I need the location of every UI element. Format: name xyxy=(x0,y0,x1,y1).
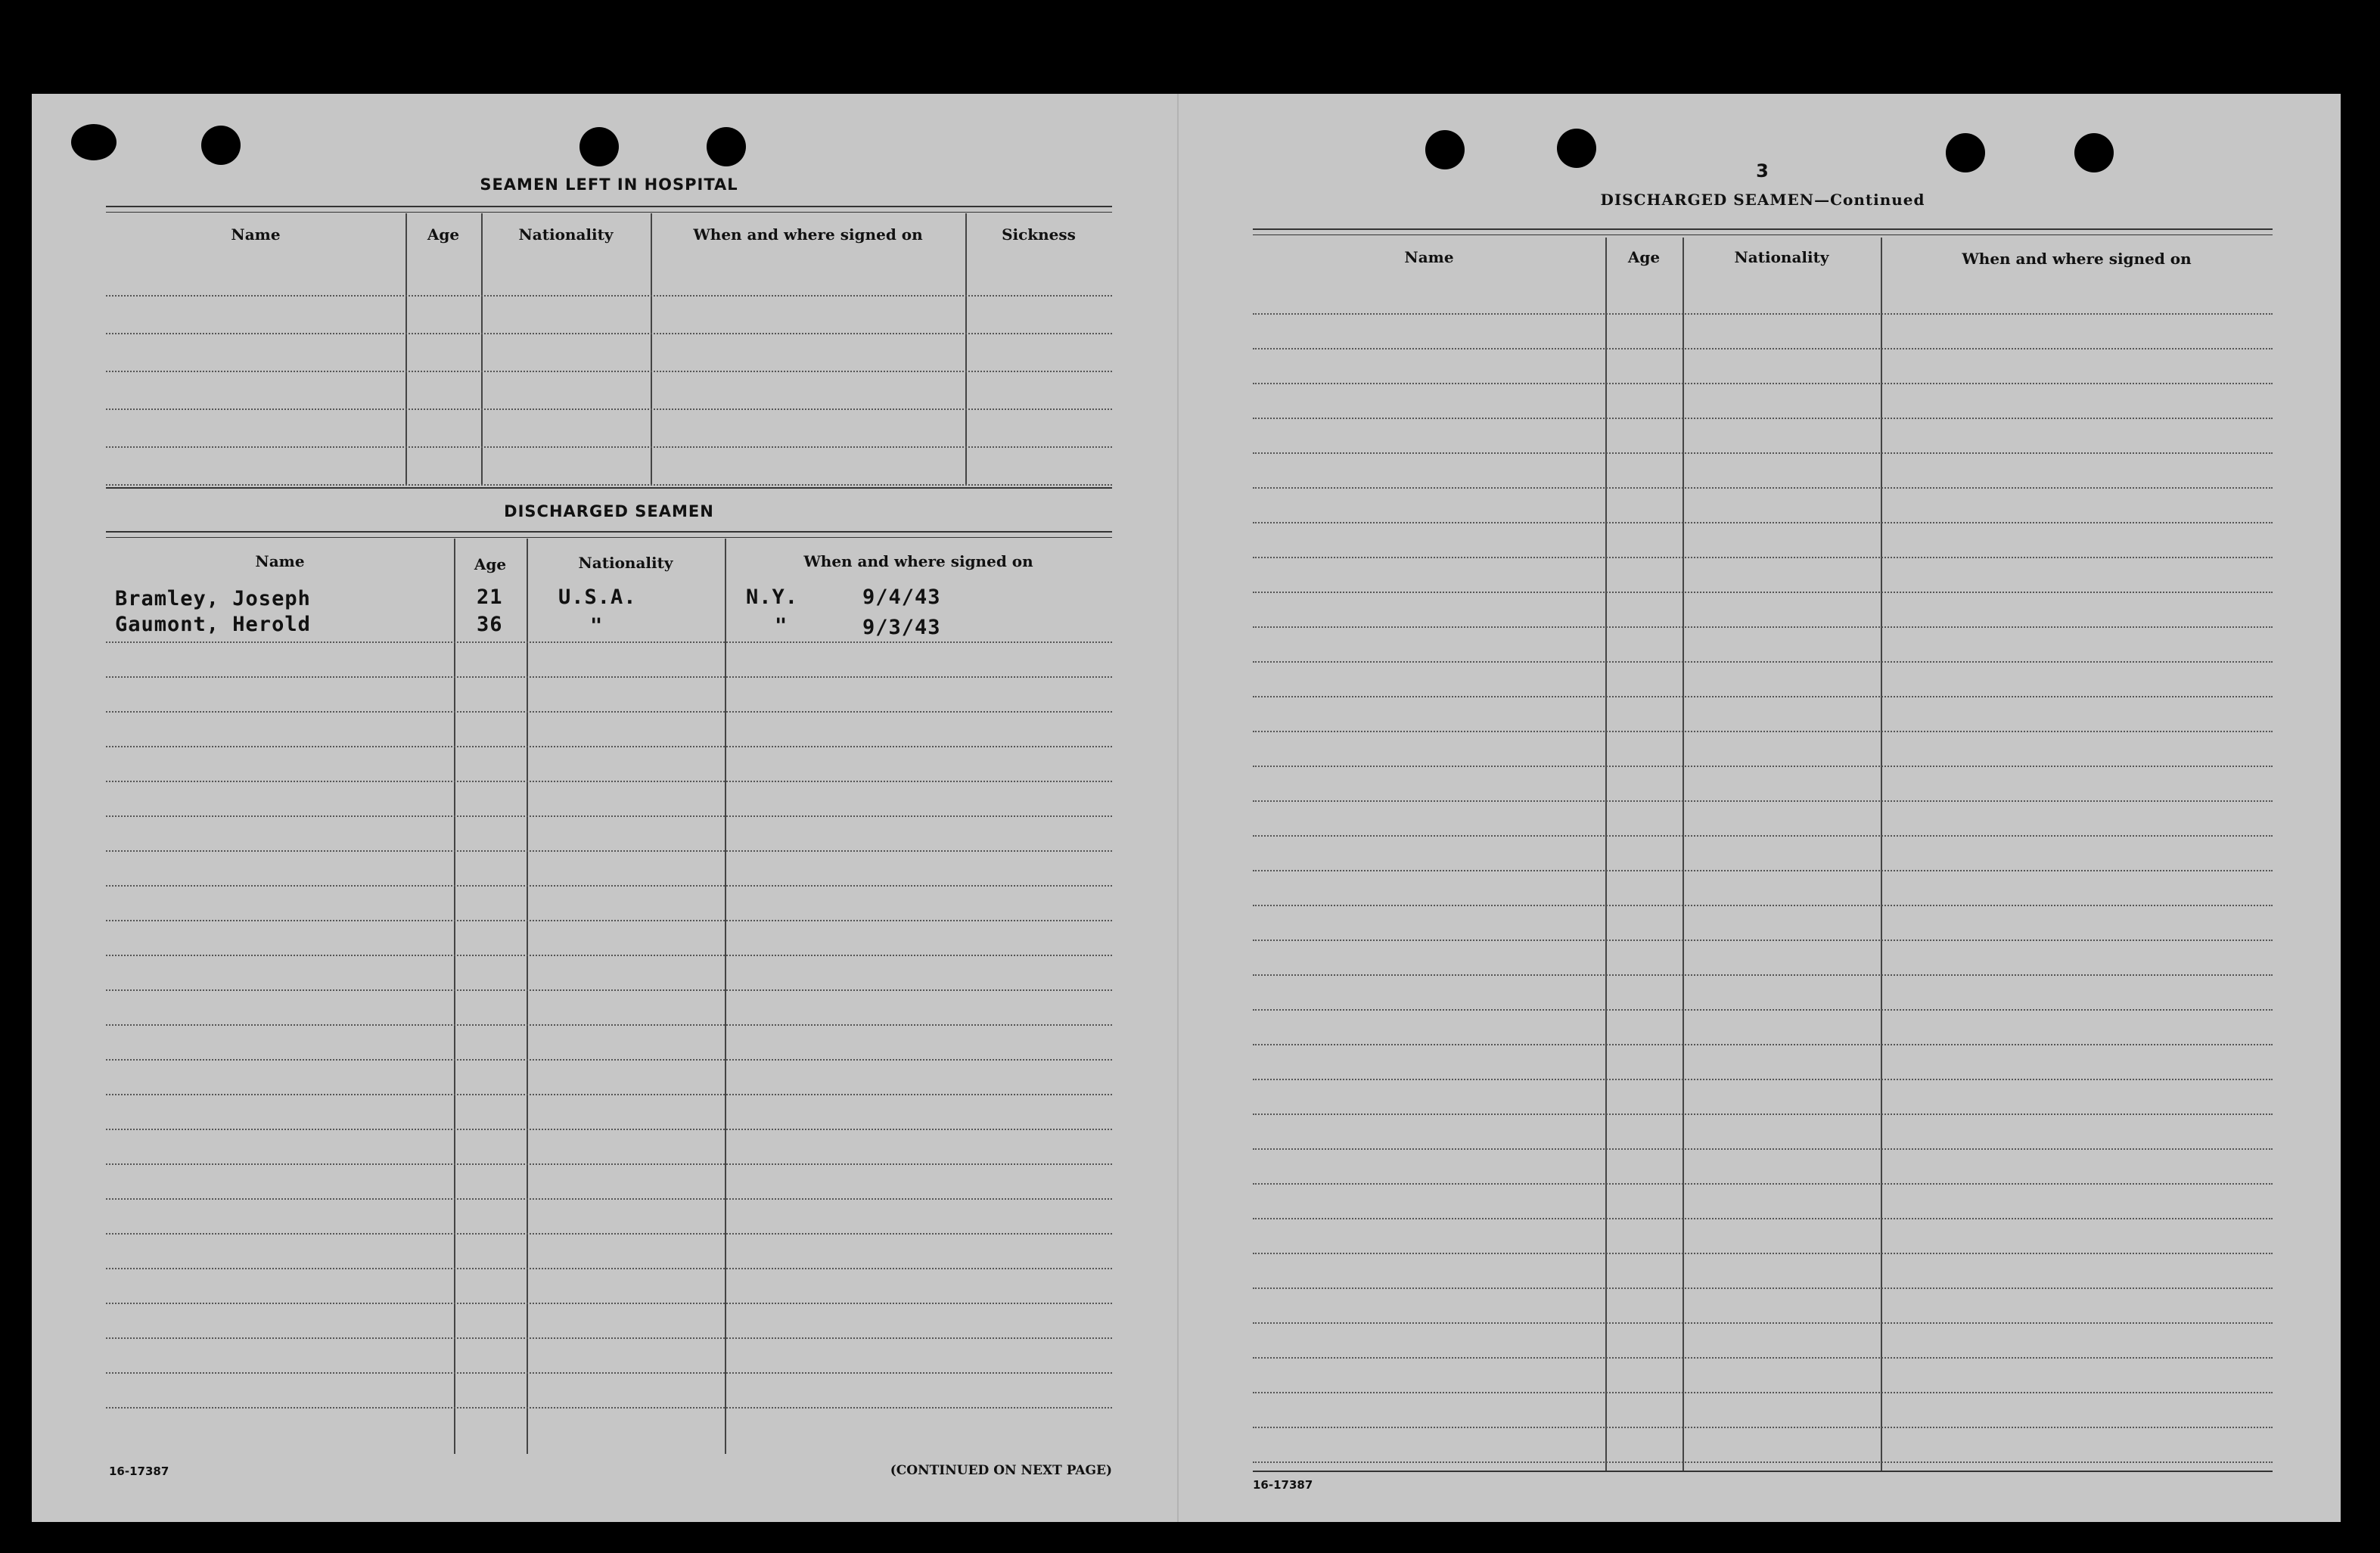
table-row xyxy=(106,372,1112,410)
table-row xyxy=(106,1061,1112,1095)
table-row xyxy=(1253,837,2273,871)
table-row xyxy=(1253,384,2273,419)
right-top-rule xyxy=(1253,228,2273,230)
table-row xyxy=(106,921,1112,956)
discharged-top-rule xyxy=(106,531,1112,533)
page-number: 3 xyxy=(1756,160,1769,182)
table-row xyxy=(1253,1011,2273,1045)
table-row xyxy=(1253,280,2273,315)
table-row xyxy=(106,297,1112,334)
discharged-col-signed-on: When and where signed on xyxy=(803,552,1033,570)
hospital-top-rule-2 xyxy=(106,212,1112,213)
continued-rows xyxy=(1253,280,2273,1463)
table-row xyxy=(1253,941,2273,976)
seaman-age: 36 xyxy=(477,613,503,636)
table-row xyxy=(1253,871,2273,906)
table-row xyxy=(106,852,1112,887)
discharged-rows xyxy=(106,584,1112,1409)
seaman-name: Gaumont, Herold xyxy=(115,613,311,636)
seaman-age: 21 xyxy=(477,585,503,609)
table-row xyxy=(1253,1359,2273,1393)
right-page xyxy=(1253,0,2273,1553)
table-row xyxy=(106,1200,1112,1235)
discharged-section-title: DISCHARGED SEAMEN xyxy=(504,502,714,520)
table-row xyxy=(1253,628,2273,663)
table-row xyxy=(1253,1393,2273,1428)
discharged-col-nationality: Nationality xyxy=(578,554,673,572)
right-col-nationality: Nationality xyxy=(1734,248,1829,266)
table-row xyxy=(106,1165,1112,1200)
right-col-signed-on: When and where signed on xyxy=(1962,250,2192,268)
table-row xyxy=(106,956,1112,991)
table-row xyxy=(1253,523,2273,558)
left-page xyxy=(106,0,1112,1553)
discharged-table xyxy=(106,539,1112,1454)
discharged-col-name: Name xyxy=(255,552,305,570)
table-row xyxy=(106,713,1112,747)
table-row xyxy=(1253,802,2273,837)
table-row xyxy=(106,991,1112,1026)
table-row xyxy=(1253,1080,2273,1115)
table-row xyxy=(106,1339,1112,1374)
right-bottom-rule xyxy=(1253,1471,2273,1472)
right-col-age: Age xyxy=(1627,248,1661,266)
hospital-col-nationality: Nationality xyxy=(518,225,614,244)
table-row xyxy=(106,1026,1112,1061)
table-row xyxy=(1253,558,2273,593)
continued-note: (CONTINUED ON NEXT PAGE) xyxy=(890,1463,1112,1478)
hospital-top-rule xyxy=(106,206,1112,207)
table-row xyxy=(1253,1289,2273,1324)
form-number: 16-17387 xyxy=(1253,1478,1313,1492)
table-row xyxy=(1253,767,2273,802)
table-row xyxy=(1253,593,2273,628)
table-row xyxy=(106,1304,1112,1339)
table-row xyxy=(1253,489,2273,523)
table-row xyxy=(106,1130,1112,1165)
table-row xyxy=(1253,419,2273,454)
form-number: 16-17387 xyxy=(109,1464,169,1478)
table-row xyxy=(1253,315,2273,349)
hospital-col-signed-on: When and where signed on xyxy=(693,225,923,244)
table-row xyxy=(1253,1428,2273,1463)
hospital-col-age: Age xyxy=(427,225,460,244)
table-row xyxy=(1253,906,2273,941)
signed-on-date: 9/3/43 xyxy=(862,616,941,639)
table-row xyxy=(106,1269,1112,1304)
table-row xyxy=(1253,663,2273,697)
table-row xyxy=(1253,976,2273,1011)
table-row xyxy=(106,747,1112,782)
table-row xyxy=(106,448,1112,486)
hospital-rows xyxy=(106,259,1112,486)
table-row xyxy=(1253,454,2273,489)
seaman-nationality: U.S.A. xyxy=(558,585,637,609)
discharged-top-rule-2 xyxy=(106,537,1112,538)
hospital-col-sickness: Sickness xyxy=(1002,225,1076,244)
table-row xyxy=(106,1095,1112,1130)
table-row xyxy=(1253,1045,2273,1080)
table-row xyxy=(1253,732,2273,767)
table-row xyxy=(1253,1324,2273,1359)
table-row xyxy=(1253,1115,2273,1150)
signed-on-date: 9/4/43 xyxy=(862,585,941,609)
table-row xyxy=(1253,1254,2273,1289)
hospital-section-title: SEAMEN LEFT IN HOSPITAL xyxy=(480,175,738,194)
table-row xyxy=(106,678,1112,713)
table-row xyxy=(1253,349,2273,384)
table-row xyxy=(106,1235,1112,1269)
continued-table xyxy=(1253,238,2273,1472)
signed-on-place: N.Y. xyxy=(746,585,799,609)
table-row xyxy=(1253,697,2273,732)
hospital-bottom-rule xyxy=(106,487,1112,489)
table-row xyxy=(106,782,1112,817)
table-row xyxy=(106,817,1112,852)
seaman-name: Bramley, Joseph xyxy=(115,587,311,610)
table-row xyxy=(106,584,1112,613)
table-row xyxy=(106,887,1112,921)
table-row xyxy=(106,1374,1112,1409)
hospital-col-name: Name xyxy=(231,225,281,244)
table-row xyxy=(106,259,1112,297)
right-section-title: DISCHARGED SEAMEN—Continued xyxy=(1600,191,1925,209)
table-row xyxy=(106,334,1112,372)
discharged-col-age: Age xyxy=(474,555,507,573)
right-col-name: Name xyxy=(1404,248,1454,266)
signed-on-place: " xyxy=(775,614,788,638)
table-row xyxy=(106,643,1112,678)
table-row xyxy=(1253,1150,2273,1185)
hospital-table xyxy=(106,213,1112,489)
table-row xyxy=(106,613,1112,643)
table-row xyxy=(1253,1219,2273,1254)
table-row xyxy=(1253,1185,2273,1219)
table-row xyxy=(106,410,1112,448)
seaman-nationality: " xyxy=(590,614,604,638)
page-fold xyxy=(1177,94,1179,1522)
